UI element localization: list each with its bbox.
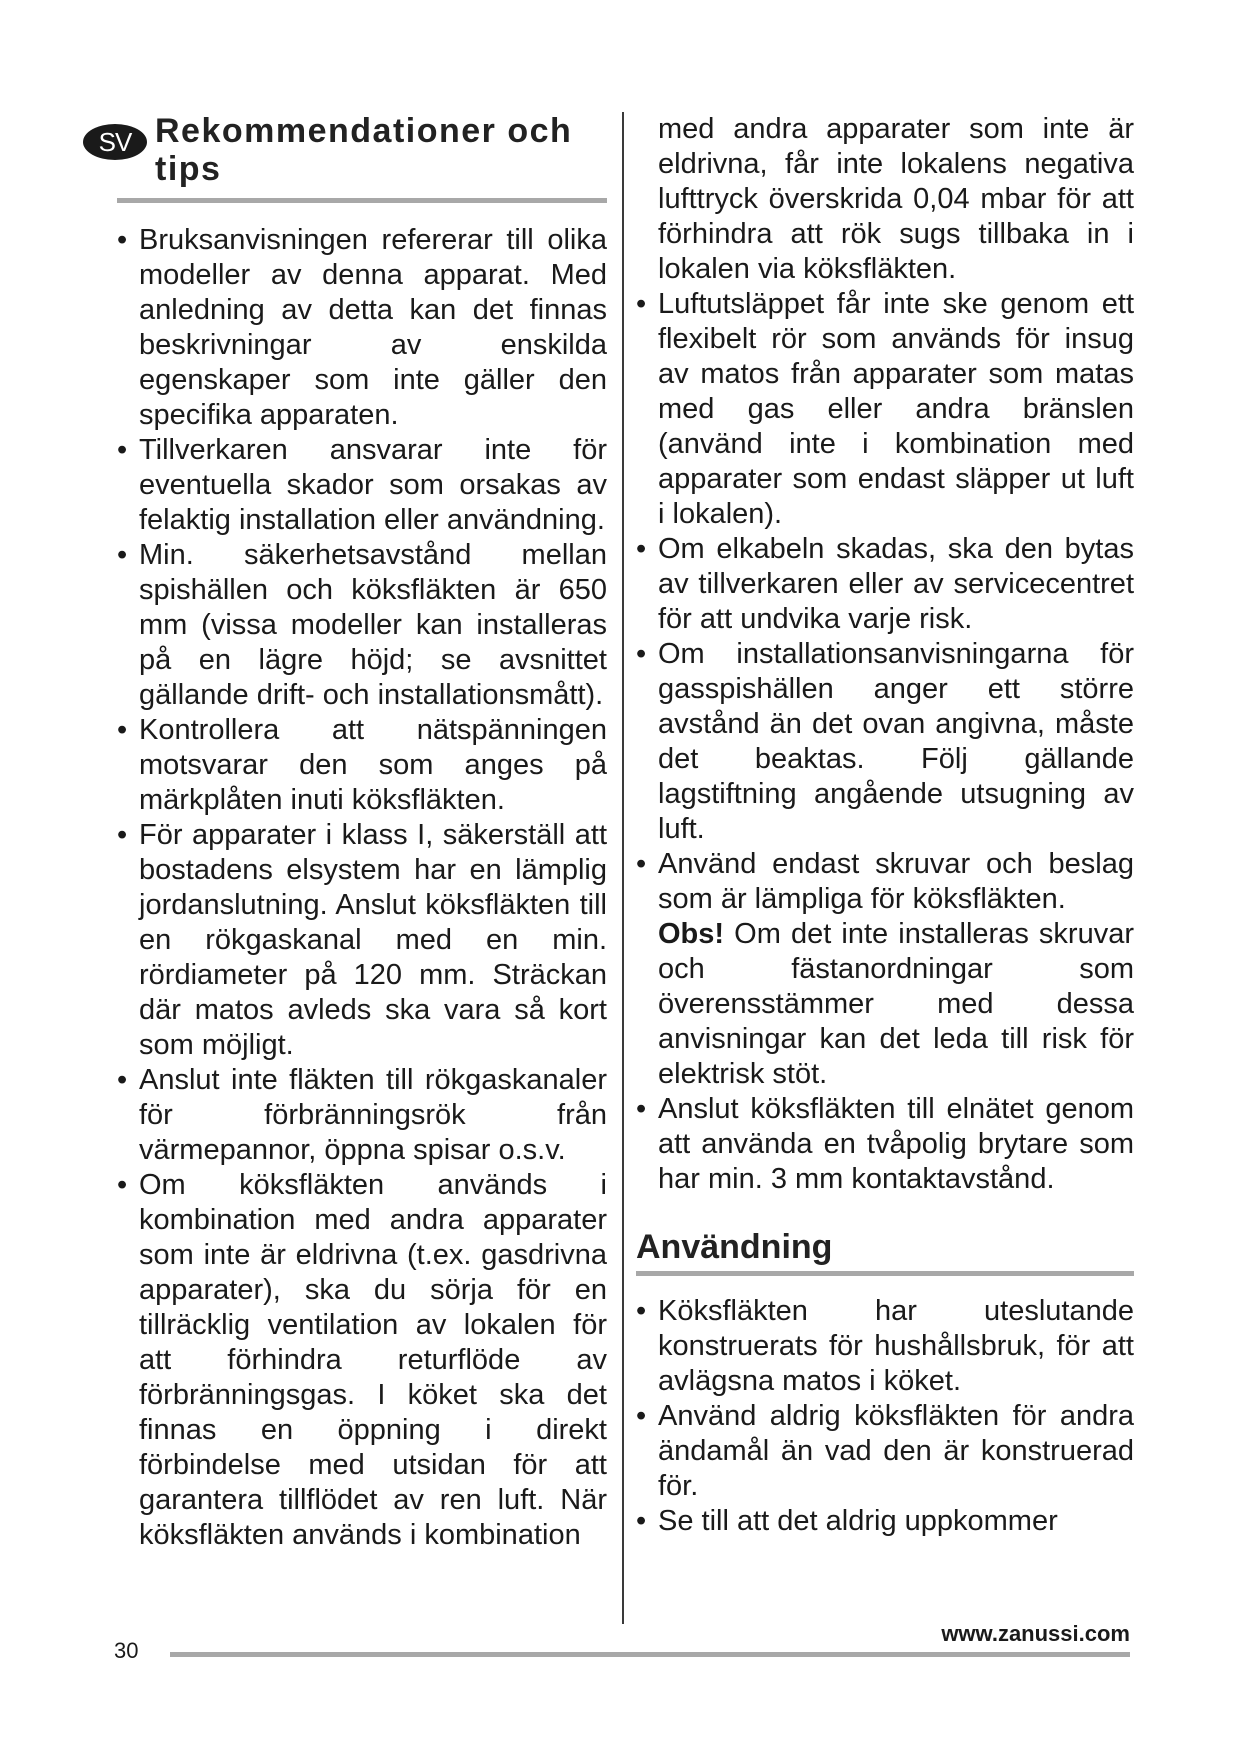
list-item: • Anslut inte fläkten till rökgaskanaler för förbränningsrök från värmepannor, öppna spisar o.s.v.	[117, 1064, 607, 1166]
column-divider	[622, 112, 624, 1624]
continuation-text: med andra apparater som inte är eldrivna, får inte lokalens negativa lufttryck överskrida 0,04 mbar för att förhindra att rök sugs tillbaka in i lokalen via köksfläkten.	[658, 113, 1134, 285]
recommendation-list-end	[636, 1092, 1134, 1197]
left-column	[98, 112, 607, 1553]
list-item: • Se till att det aldrig uppkommer	[636, 1505, 1058, 1537]
list-item: • Kontrollera att nätspänningen motsvarar den som anges på märkplåten inuti köksfläkten.	[117, 714, 607, 816]
list-item: • Om elkabeln skadas, ska den bytas av tillverkaren eller av servicecentret för att undvika varje risk.	[636, 533, 1134, 635]
language-badge: SV	[83, 124, 147, 160]
list-item: • Använd endast skruvar och beslag som är lämpliga för köksfläkten.	[636, 848, 1134, 915]
usage-rule	[636, 1271, 1134, 1276]
section-heading	[98, 112, 607, 188]
title-rule	[117, 198, 607, 203]
list-item: • Köksfläkten har uteslutande konstruerats för hushållsbruk, för att avlägsna matos i köket.	[636, 1295, 1134, 1397]
section-title: Rekommendationer och tips	[155, 112, 573, 188]
recommendation-list-continued	[636, 287, 1134, 917]
warning-note	[636, 917, 1134, 1092]
warning-text: Om det inte installeras skruvar och fästanordningar som överensstämmer med dessa anvisningar kan det leda till risk för elektrisk stöt.	[658, 918, 1134, 1090]
footer-url: www.zanussi.com	[941, 1621, 1130, 1646]
list-item: • Luftutsläppet får inte ske genom ett flexibelt rör som används för insug av matos från apparater som matas med gas eller andra bränslen (använd inte i kombination med apparater som endast släpper ut luft i lokalen).	[636, 288, 1134, 530]
list-item: • Om installationsanvisningarna för gasspishällen anger ett större avstånd än det ovan angivna, måste det beaktas. Följ gällande lagstiftning angående utsugning av luft.	[636, 638, 1134, 845]
warning-label: Obs!	[658, 918, 725, 950]
usage-heading: Användning	[636, 1228, 833, 1266]
footer-rule	[170, 1652, 1130, 1657]
list-item: • Använd aldrig köksfläkten för andra ändamål än vad den är konstruerad för.	[636, 1400, 1134, 1502]
recommendation-list	[117, 223, 607, 1553]
list-item: • Bruksanvisningen refererar till olika modeller av denna apparat. Med anledning av detta kan det finnas beskrivningar av enskilda egenskaper som inte gäller den specifika apparaten.	[117, 224, 607, 431]
list-item: • Min. säkerhetsavstånd mellan spishällen och köksfläkten är 650 mm (vissa modeller kan installeras på en lägre höjd; se avsnittet gällande drift- och installationsmått).	[117, 539, 607, 711]
list-item: • Tillverkaren ansvarar inte för eventuella skador som orsakas av felaktig installation eller användning.	[117, 434, 607, 536]
list-item: • För apparater i klass I, säkerställ att bostadens elsystem har en lämplig jordanslutning. Anslut köksfläkten till en rökgaskanal med en min. rördiameter på 120 mm. Sträckan där matos avleds ska vara så kort som möjligt.	[117, 819, 607, 1061]
usage-list	[636, 1294, 1134, 1539]
page-number: 30	[114, 1638, 139, 1663]
right-column	[636, 112, 1134, 1539]
list-item: • Anslut köksfläkten till elnätet genom att använda en tvåpolig brytare som har min. 3 mm kontaktavstånd.	[636, 1093, 1134, 1195]
list-item: • Om köksfläkten används i kombination med andra apparater som inte är eldrivna (t.ex. gasdrivna apparater), ska du sörja för en tillräcklig ventilation av lokalen för att förhindra returflöde av förbränningsgas. I köket ska det finnas en öppning i direkt förbindelse med utsidan för att garantera tillflödet av ren luft. När köksfläkten används i kombination	[117, 1169, 607, 1551]
